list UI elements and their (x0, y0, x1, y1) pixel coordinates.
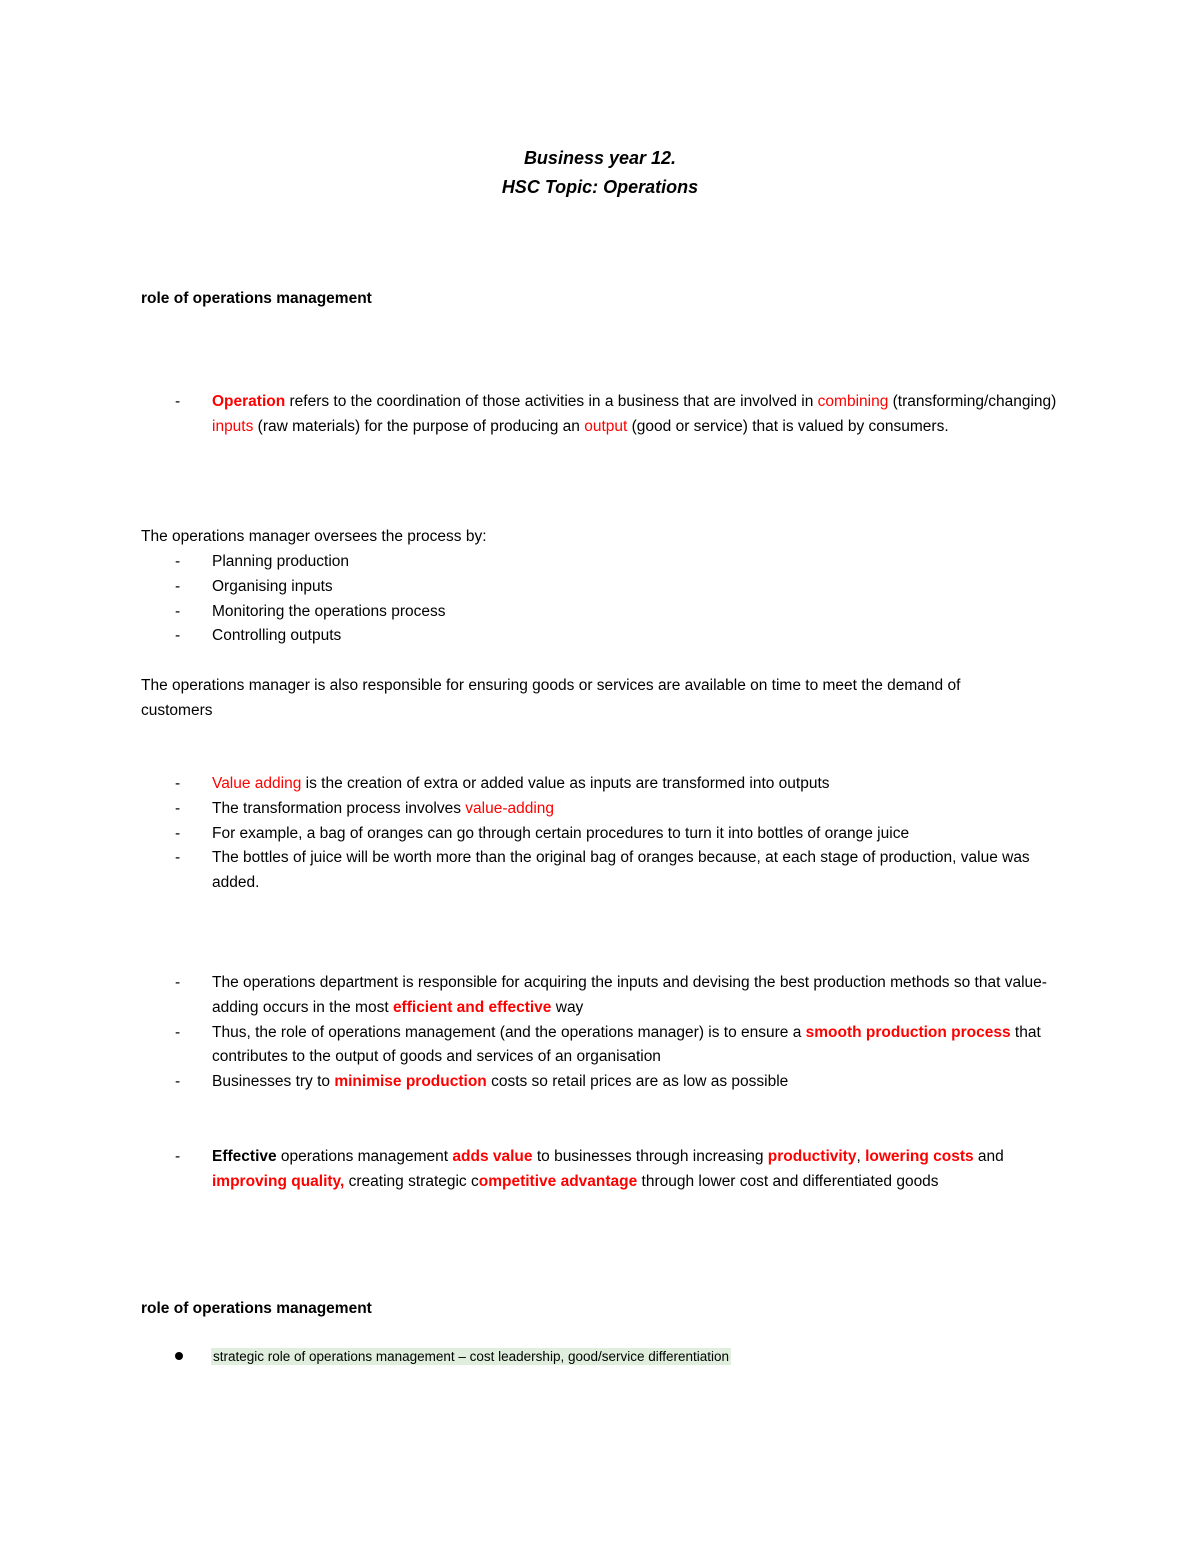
dash-bullet: - (175, 602, 181, 620)
list-item (141, 600, 1061, 625)
text-run: (transforming/changing) (888, 393, 1057, 410)
keyword-operation: Operation (212, 393, 286, 410)
dash-bullet: - (175, 627, 181, 645)
keyword-output: output (584, 417, 628, 435)
keyword-improving-quality: improving quality, (212, 1172, 345, 1190)
list-item-text: The bottles of juice will be worth more than the original bag of oranges because, at each stage of production, value was added. (212, 849, 1030, 892)
list-item (141, 1070, 1061, 1095)
list-item (141, 550, 1061, 575)
dash-bullet: - (175, 799, 181, 817)
text-run: creating strategic c (344, 1172, 479, 1190)
dash-bullet: - (175, 1148, 181, 1165)
document-title: Business year 12. (523, 148, 677, 168)
keyword-minimise-production: minimise production (334, 1073, 487, 1091)
section-heading-1: role of operations management (141, 290, 372, 307)
text-run: (raw materials) for the purpose of producing an (253, 417, 585, 435)
value-adding-list (141, 772, 1061, 896)
list-item-text: For example, a bag of oranges can go through certain procedures to turn it into bottles of orange juice (212, 824, 910, 842)
responsible-paragraph: The operations manager is also responsible for ensuring goods or services are available on time to meet the demand of customers (141, 677, 961, 719)
list-item-text: Organising inputs (212, 577, 333, 595)
keyword-effective: Effective (212, 1148, 277, 1165)
dash-bullet: - (175, 577, 181, 595)
effective-operations-list (141, 1145, 1061, 1195)
oversees-list (141, 550, 1061, 649)
dash-bullet: - (175, 393, 181, 410)
dash-bullet: - (175, 1073, 181, 1091)
text-run: , (856, 1148, 866, 1165)
text-run: Thus, the role of operations management (and the operations manager) is to ensure a (212, 1023, 806, 1041)
strategic-role-bullet (141, 1345, 1061, 1370)
operations-department-list (141, 971, 1061, 1095)
dash-bullet: - (175, 775, 181, 792)
text-run: that contributes to the output of goods and services of an organisation (212, 1023, 1041, 1066)
highlighted-text: strategic role of operations management – cost leadership, good/service differentiation (213, 1349, 730, 1364)
list-item-text: Monitoring the operations process (212, 602, 446, 620)
text-run: (good or service) that is valued by consumers. (627, 417, 949, 435)
keyword-value-adding: Value adding (212, 775, 302, 792)
keyword-value-adding-2: value-adding (465, 799, 555, 817)
keyword-inputs: inputs (212, 417, 254, 435)
dash-bullet: - (175, 1023, 181, 1041)
text-run: is the creation of extra or added value as inputs are transformed into outputs (301, 775, 830, 792)
list-item (141, 575, 1061, 600)
bullet-dot-icon (175, 1352, 183, 1360)
document-subtitle: HSC Topic: Operations (501, 177, 699, 197)
list-item-text: Planning production (212, 553, 350, 570)
list-item (141, 797, 1061, 822)
keyword-adds-value: adds value (452, 1148, 533, 1165)
text-run: The transformation process involves (212, 799, 466, 817)
text-run: way (551, 998, 584, 1016)
text-run: costs so retail prices are as low as possible (486, 1073, 789, 1091)
dash-bullet: - (175, 553, 181, 570)
dash-bullet: - (175, 849, 181, 867)
keyword-lowering-costs: lowering costs (865, 1148, 974, 1165)
list-item (141, 846, 1061, 896)
keyword-competitive-advantage: ompetitive advantage (478, 1172, 638, 1190)
text-run: through lower cost and differentiated goods (637, 1172, 939, 1190)
list-item (141, 971, 1061, 1021)
oversees-intro: The operations manager oversees the process by: (141, 528, 487, 545)
text-run: to businesses through increasing (532, 1148, 768, 1165)
section-heading-2: role of operations management (141, 1300, 372, 1317)
keyword-combining: combining (817, 393, 889, 410)
list-item-text: Controlling outputs (212, 627, 342, 645)
list-item (141, 390, 1061, 440)
keyword-efficient-effective: efficient and effective (392, 998, 552, 1016)
text-run: operations management (276, 1148, 453, 1165)
list-item (141, 624, 1061, 649)
list-item (141, 1021, 1061, 1071)
text-run: Businesses try to (212, 1073, 335, 1091)
operation-definition-list (141, 390, 1061, 440)
text-run: The operations department is responsible for acquiring the inputs and devising the best production methods so that value-adding occurs in the most (212, 974, 1047, 1016)
list-item (141, 822, 1061, 847)
list-item (141, 1145, 1061, 1195)
text-run: refers to the coordination of those activities in a business that are involved in (285, 393, 818, 410)
keyword-smooth-production: smooth production process (805, 1023, 1011, 1041)
keyword-productivity: productivity (767, 1148, 857, 1165)
dash-bullet: - (175, 824, 181, 842)
text-run: and (973, 1148, 1004, 1165)
dash-bullet: - (175, 974, 181, 991)
list-item (141, 772, 1061, 797)
